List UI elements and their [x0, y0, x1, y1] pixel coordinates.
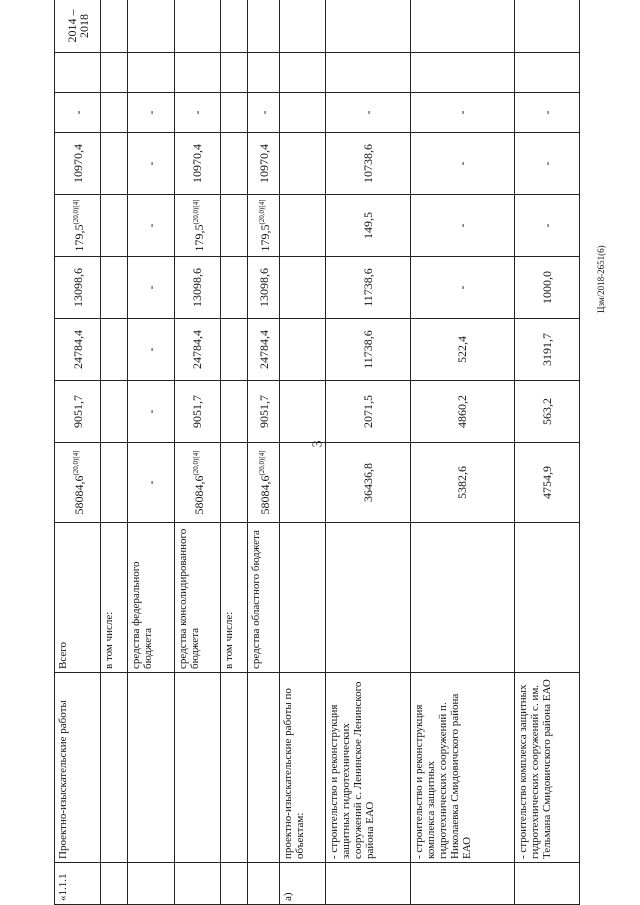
footnote-sup: (20,0)[4]	[258, 199, 266, 225]
cell-y1	[101, 381, 128, 443]
cell-y2	[220, 319, 247, 381]
footnote-sup: (20,0)[4]	[191, 450, 200, 476]
cell-y3: 13098,6	[248, 257, 280, 319]
cell-total: 5382,6	[410, 443, 514, 523]
cell-y2: 24784,4	[174, 319, 220, 381]
cell-period	[220, 0, 247, 53]
cell-code	[410, 863, 514, 905]
cell-name	[101, 673, 128, 863]
cell-empty	[279, 53, 325, 93]
cell-code	[101, 863, 128, 905]
document-code: Цзм/2018-2651(6)	[596, 245, 606, 313]
cell-y2: 11738,6	[326, 319, 411, 381]
cell-source	[279, 523, 325, 673]
rotated-table-sheet	[54, 0, 580, 905]
cell-total: 4754,9	[514, 443, 580, 523]
cell-y6: -	[174, 93, 220, 133]
table-row	[326, 0, 411, 905]
cell-y4: $179,5^{(20,0)[4]}$	[174, 195, 220, 257]
cell-code	[128, 863, 174, 905]
page-number: 3	[310, 440, 326, 448]
cell-y6	[279, 93, 325, 133]
cell-total	[220, 443, 247, 523]
cell-name: - строительство и реконструкция комплекса защитных гидротехнических сооружений п. Николаевка Смидовичского района ЕАО	[410, 673, 514, 863]
cell-period	[248, 0, 280, 53]
cell-y5: -	[514, 133, 580, 195]
cell-y1: 9051,7	[174, 381, 220, 443]
cell-y4: -	[514, 195, 580, 257]
cell-y5	[220, 133, 247, 195]
cell-y6: -	[410, 93, 514, 133]
cell-y2	[101, 319, 128, 381]
cell-y1	[279, 381, 325, 443]
cell-period: 2014 – 2018	[55, 0, 101, 53]
cell-y4: $179,5^{(20,0)[4]}$	[248, 195, 280, 257]
cell-y6	[220, 93, 247, 133]
cell-y1: 9051,7	[55, 381, 101, 443]
budget-table	[54, 0, 580, 905]
cell-total: $58084,6^{(20,0)[4]}$	[248, 443, 280, 523]
footnote-sup: (20,0)[4]	[72, 199, 81, 225]
cell-period	[279, 0, 325, 53]
cell-y2: 3191,7	[514, 319, 580, 381]
cell-total	[101, 443, 128, 523]
cell-y1: 4860,2	[410, 381, 514, 443]
cell-y5: -	[128, 133, 174, 195]
cell-name: Проектно-изыскательские работы	[55, 673, 101, 863]
cell-y2: -	[128, 319, 174, 381]
cell-period	[514, 0, 580, 53]
cell-empty	[514, 53, 580, 93]
cell-y5: 10738,6	[326, 133, 411, 195]
cell-source: Всего	[55, 523, 101, 673]
cell-source: средства областного бюджета	[248, 523, 280, 673]
cell-y5: 10970,4	[55, 133, 101, 195]
cell-empty	[174, 53, 220, 93]
cell-empty	[55, 53, 101, 93]
table-row	[220, 0, 247, 905]
cell-y3: -	[410, 257, 514, 319]
cell-name	[174, 673, 220, 863]
cell-empty	[248, 53, 280, 93]
cell-y2: 24784,4	[248, 319, 280, 381]
footnote-sup: (20,0)[4]	[191, 199, 200, 225]
cell-y6: -	[248, 93, 280, 133]
cell-empty	[220, 53, 247, 93]
table-row	[174, 0, 220, 905]
cell-code: а)	[279, 863, 325, 905]
cell-y1: -	[128, 381, 174, 443]
table-row	[410, 0, 514, 905]
cell-y3	[101, 257, 128, 319]
cell-y5	[279, 133, 325, 195]
cell-y3: 1000,0	[514, 257, 580, 319]
cell-y5: 10970,4	[174, 133, 220, 195]
cell-source	[410, 523, 514, 673]
cell-y3	[220, 257, 247, 319]
cell-total: -	[128, 443, 174, 523]
cell-source	[514, 523, 580, 673]
cell-y4	[220, 195, 247, 257]
cell-period	[101, 0, 128, 53]
cell-code	[248, 863, 280, 905]
table-row	[128, 0, 174, 905]
cell-y1: 563,2	[514, 381, 580, 443]
cell-y6: -	[326, 93, 411, 133]
cell-code	[220, 863, 247, 905]
cell-name	[128, 673, 174, 863]
cell-y4: -	[128, 195, 174, 257]
table-row	[101, 0, 128, 905]
cell-total: $58084,6^{(20,0)[4]}$	[55, 443, 101, 523]
cell-name: - строительство и реконструкция защитных гидротехнических сооружений с. Ленинское Ленинского района ЕАО	[326, 673, 411, 863]
cell-y4: 149,5	[326, 195, 411, 257]
cell-y6: -	[128, 93, 174, 133]
cell-y5	[101, 133, 128, 195]
cell-y3: 11738,6	[326, 257, 411, 319]
cell-empty	[326, 53, 411, 93]
cell-source: в том числе:	[220, 523, 247, 673]
cell-name: - строительство комплекса защитных гидротехнических сооружений с. им. Тельмана Смидовичского района ЕАО	[514, 673, 580, 863]
cell-y3: 13098,6	[55, 257, 101, 319]
cell-y5: -	[410, 133, 514, 195]
cell-total: $58084,6^{(20,0)[4]}$	[174, 443, 220, 523]
cell-y1	[220, 381, 247, 443]
table-row	[279, 0, 325, 905]
cell-code: «1.1.1	[55, 863, 101, 905]
cell-period	[174, 0, 220, 53]
cell-y4	[101, 195, 128, 257]
cell-code	[514, 863, 580, 905]
cell-y3	[279, 257, 325, 319]
cell-y3: -	[128, 257, 174, 319]
footnote-sup: (20,0)[4]	[258, 450, 266, 476]
cell-y6: -	[55, 93, 101, 133]
cell-y4: $179,5^{(20,0)[4]}$	[55, 195, 101, 257]
cell-code	[326, 863, 411, 905]
cell-y3: 13098,6	[174, 257, 220, 319]
cell-y6	[101, 93, 128, 133]
cell-y6: -	[514, 93, 580, 133]
table-row	[55, 0, 101, 905]
table-row	[248, 0, 280, 905]
cell-y2: 24784,4	[55, 319, 101, 381]
cell-period	[128, 0, 174, 53]
cell-name: проектно-изыскательские работы по объектам:	[279, 673, 325, 863]
cell-source: средства консолидированного бюджета	[174, 523, 220, 673]
table-row	[514, 0, 580, 905]
cell-name	[248, 673, 280, 863]
cell-empty	[410, 53, 514, 93]
cell-source: в том числе:	[101, 523, 128, 673]
cell-y5: 10970,4	[248, 133, 280, 195]
cell-total	[279, 440, 326, 523]
cell-period	[410, 0, 514, 53]
cell-y1: 9051,7	[248, 381, 280, 443]
cell-empty	[128, 53, 174, 93]
cell-y4	[279, 195, 325, 257]
cell-y2	[279, 319, 325, 381]
cell-source	[326, 523, 411, 673]
cell-y2: 522,4	[410, 319, 514, 381]
cell-name	[220, 673, 247, 863]
cell-code	[174, 863, 220, 905]
cell-total: 36436,8	[326, 443, 411, 523]
footnote-sup: (20,0)[4]	[72, 450, 81, 476]
cell-period	[326, 0, 411, 53]
cell-empty	[101, 53, 128, 93]
cell-y1: 2071,5	[326, 381, 411, 443]
cell-source: средства федерального бюджета	[128, 523, 174, 673]
cell-y4: -	[410, 195, 514, 257]
